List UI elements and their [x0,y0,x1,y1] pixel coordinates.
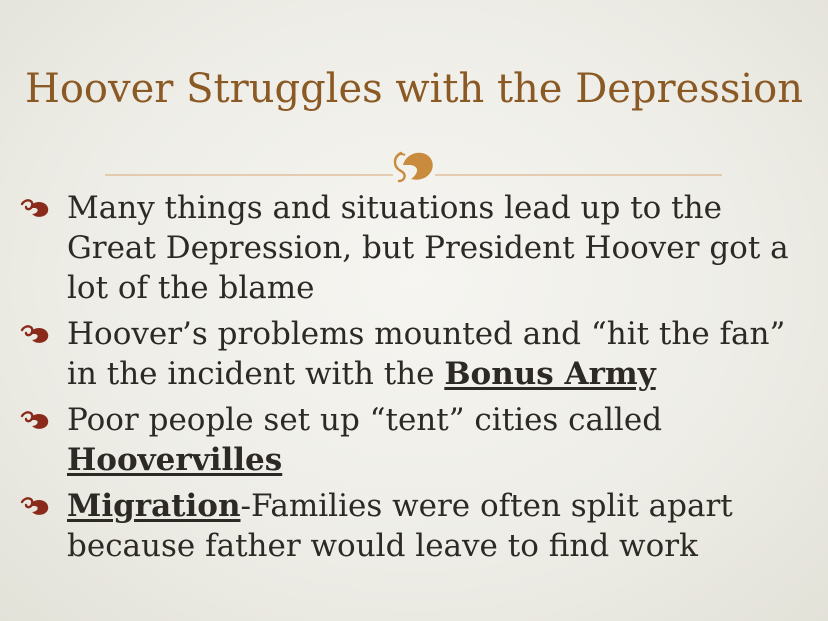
list-item [20,400,820,480]
list-item [20,188,820,308]
bullet-list [20,188,820,572]
bullet-text-after: -Families were often split apart because father would leave to find work [67,488,733,564]
fleuron-ornament-icon [395,153,433,181]
list-item [20,486,820,566]
key-term-bonus-army: Bonus Army [444,356,656,392]
list-item [20,314,820,394]
fleuron-icon [20,324,50,344]
bullet-text: Poor people set up “tent” cities called [67,402,663,438]
slide-title: Hoover Struggles with the Depression [24,66,804,112]
divider [105,145,722,185]
fleuron-icon [20,496,50,516]
bullet-text: Hoover’s problems mounted and “hit the fan” in the incident with the [67,316,786,392]
bullet-text: Many things and situations lead up to the Great Depression, but President Hoover got a lot of the blame [67,190,789,306]
fleuron-icon [20,410,50,430]
key-term-migration: Migration [67,488,241,524]
fleuron-icon [20,198,50,218]
key-term-hoovervilles: Hoovervilles [67,442,283,478]
